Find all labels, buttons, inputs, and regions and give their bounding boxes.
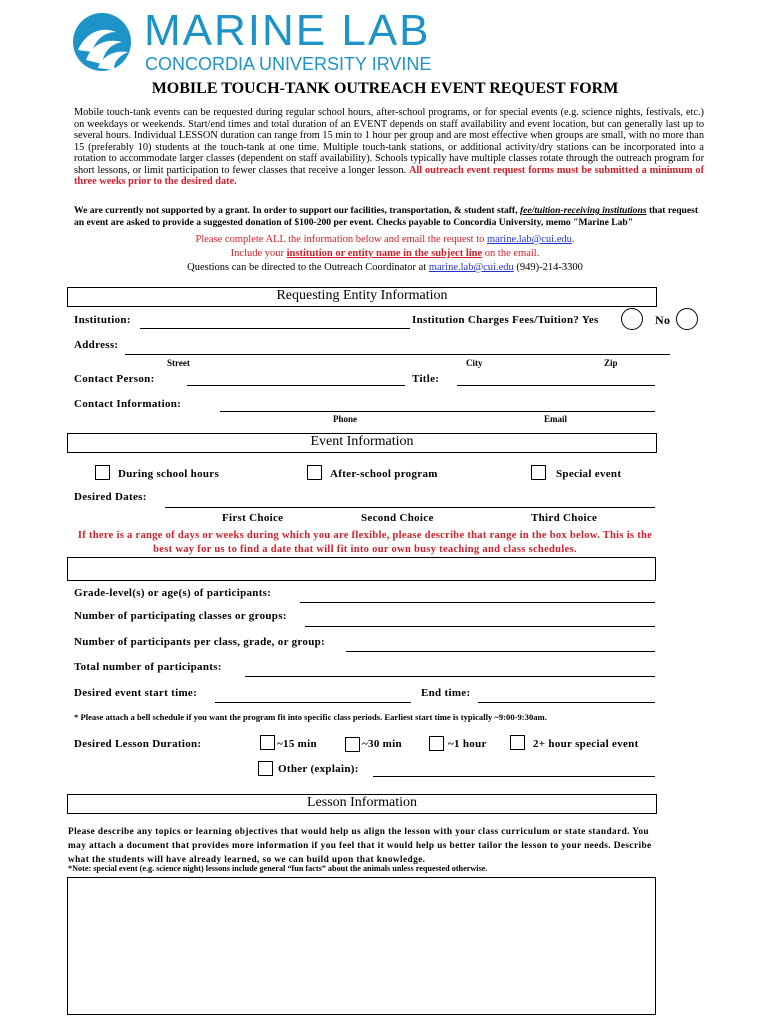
fees-yes-radio[interactable] — [621, 308, 643, 330]
deadline-text: All outreach event request forms must be submitted a minimum of three weeks prior to the desired date. — [74, 164, 705, 187]
fees-no-label: No — [655, 313, 671, 327]
after-school-checkbox[interactable] — [307, 465, 322, 480]
start-time-input[interactable] — [215, 702, 411, 703]
title-input[interactable] — [457, 385, 655, 386]
logo — [72, 6, 432, 76]
start-time-label: Desired event start time: — [74, 687, 198, 699]
subject-text-c: on the email. — [484, 248, 540, 259]
bell-note: * Please attach a bell schedule if you want the program fit into specific class periods. Earliest start time is typically ~9:00-9:30am. — [74, 712, 547, 722]
wave-icon — [72, 12, 132, 72]
zip-caption: Zip — [604, 358, 618, 368]
title-label: Title: — [412, 373, 440, 385]
grade-label: Grade-level(s) or age(s) of participants: — [74, 587, 272, 599]
duration-other-input[interactable] — [373, 776, 655, 777]
duration-15-checkbox[interactable] — [260, 735, 275, 750]
num-classes-input[interactable] — [305, 626, 655, 627]
grant-paragraph — [74, 205, 704, 229]
total-label: Total number of participants: — [74, 661, 222, 673]
lesson-description: Please describe any topics or learning objectives that would help us align the lesson with your class curriculum or state standard. You may attach a document that provides more information if you feel that it would help us better tailor the lesson to your needs. Describe what the students will have already learned, so we can build upon that knowledge. — [68, 827, 652, 865]
form-title: MOBILE TOUCH-TANK OUTREACH EVENT REQUEST FORM — [151, 80, 619, 97]
address-label: Address: — [74, 339, 119, 351]
coordinator-email-link[interactable]: marine.lab@cui.edu — [428, 262, 514, 273]
duration-2hr-label: 2+ hour special event — [533, 738, 639, 750]
requesting-heading-box — [67, 287, 657, 307]
lesson-heading: Lesson Information — [306, 795, 418, 810]
institution-input[interactable] — [140, 328, 410, 329]
end-time-label: End time: — [421, 687, 471, 699]
grant-text-a: We are currently not supported by a grant. In order to support our facilities, transportation, & student staff, — [74, 205, 518, 216]
duration-15-label: ~15 min — [277, 738, 317, 750]
second-choice-caption: Second Choice — [361, 512, 434, 524]
contact-person-input[interactable] — [187, 385, 405, 386]
duration-60-label: ~1 hour — [448, 738, 487, 750]
grant-text-b: that request an event are asked to provide a suggested donation of $100-200 per event. Checks payable to Concordia University, memo "Marine Lab" — [74, 205, 699, 228]
duration-other-checkbox[interactable] — [258, 761, 273, 776]
email-caption: Email — [544, 414, 568, 424]
duration-other-label: Other (explain): — [278, 763, 359, 775]
special-event-label: Special event — [556, 468, 622, 480]
duration-60-checkbox[interactable] — [429, 736, 444, 751]
email-link[interactable]: marine.lab@cui.edu — [486, 234, 572, 245]
lesson-heading-box — [67, 794, 657, 814]
complete-line: Please complete ALL the information below and email the request to marine.lab@cui.edu. — [195, 234, 575, 245]
total-input[interactable] — [245, 676, 655, 677]
duration-30-label: ~30 min — [362, 738, 402, 750]
street-caption: Street — [167, 358, 190, 368]
city-caption: City — [466, 358, 483, 368]
contact-info-input[interactable] — [220, 411, 655, 412]
logo-subtitle: CONCORDIA UNIVERSITY IRVINE — [145, 54, 432, 74]
range-note: If there is a range of days or weeks during which you are flexible, please describe that range in the box below. This is the best way for us to find a date that will fit into our own busy teaching and class schedules. — [77, 530, 653, 555]
institution-label: Institution: — [74, 314, 131, 326]
lesson-textbox[interactable] — [67, 877, 656, 1015]
school-hours-checkbox[interactable] — [95, 465, 110, 480]
event-heading-box — [67, 433, 657, 453]
desired-dates-input[interactable] — [165, 507, 655, 508]
duration-2hr-checkbox[interactable] — [510, 735, 525, 750]
num-per-input[interactable] — [346, 651, 655, 652]
first-choice-caption: First Choice — [222, 512, 284, 524]
after-school-label: After-school program — [330, 468, 438, 480]
requesting-heading: Requesting Entity Information — [276, 288, 448, 303]
school-hours-label: During school hours — [118, 468, 220, 480]
lesson-note: *Note: special event (e.g. science night) lessons include general “fun facts” about the animals unless requested otherwise. — [68, 864, 488, 873]
intro-text: Mobile touch-tank events can be requested during regular school hours, after-school programs, or for special events (e.g. science nights, festivals, etc.) on weekdays or weekends. Start/end times and total duration of an EVENT depends on staff availability and event location, but can generally last up to several hours. Individual LESSON duration can range from 15 min to 1 hour per group and are most effective when groups are small, with no more than 15 (preferably 10) students at the touch-tank at one time. Multiple touch-tank stations, or additional activity/dry stations can be incorporated into a rotation to accommodate larger classes (dependent on staff availability). Schools typically have multiple classes rotate through the outreach program for short lessons, or limit participation to fewer classes that receive a longer lesson. — [74, 107, 704, 176]
third-choice-caption: Third Choice — [531, 512, 598, 524]
phone-text: (949)-214-3300 — [516, 262, 583, 273]
questions-line — [0, 262, 770, 273]
logo-title: MARINE LAB — [144, 6, 431, 55]
desired-dates-label: Desired Dates: — [74, 491, 147, 503]
subject-text-a: Include your — [230, 248, 285, 259]
num-per-label: Number of participants per class, grade, or group: — [74, 636, 325, 648]
date-range-textbox[interactable] — [67, 557, 656, 581]
address-input[interactable] — [125, 354, 670, 355]
grant-text-italic: fee/tuition-receiving institutions — [519, 205, 647, 216]
questions-text: Questions can be directed to the Outreach Coordinator at — [187, 262, 427, 273]
fees-no-radio[interactable] — [676, 308, 698, 330]
contact-person-label: Contact Person: — [74, 373, 155, 385]
num-classes-label: Number of participating classes or groups: — [74, 610, 287, 622]
subject-text-b: institution or entity name in the subject line — [286, 248, 483, 259]
complete-text: Please complete ALL the information below and email the request to — [195, 234, 485, 245]
phone-caption: Phone — [333, 414, 358, 424]
duration-30-checkbox[interactable] — [345, 737, 360, 752]
subject-line — [0, 248, 770, 259]
special-event-checkbox[interactable] — [531, 465, 546, 480]
end-time-input[interactable] — [478, 702, 655, 703]
intro-paragraph — [74, 107, 704, 188]
fees-label: Institution Charges Fees/Tuition? Yes — [412, 314, 599, 326]
grade-input[interactable] — [300, 602, 655, 603]
event-heading: Event Information — [310, 434, 414, 449]
duration-label: Desired Lesson Duration: — [74, 738, 202, 750]
contact-info-label: Contact Information: — [74, 398, 182, 410]
